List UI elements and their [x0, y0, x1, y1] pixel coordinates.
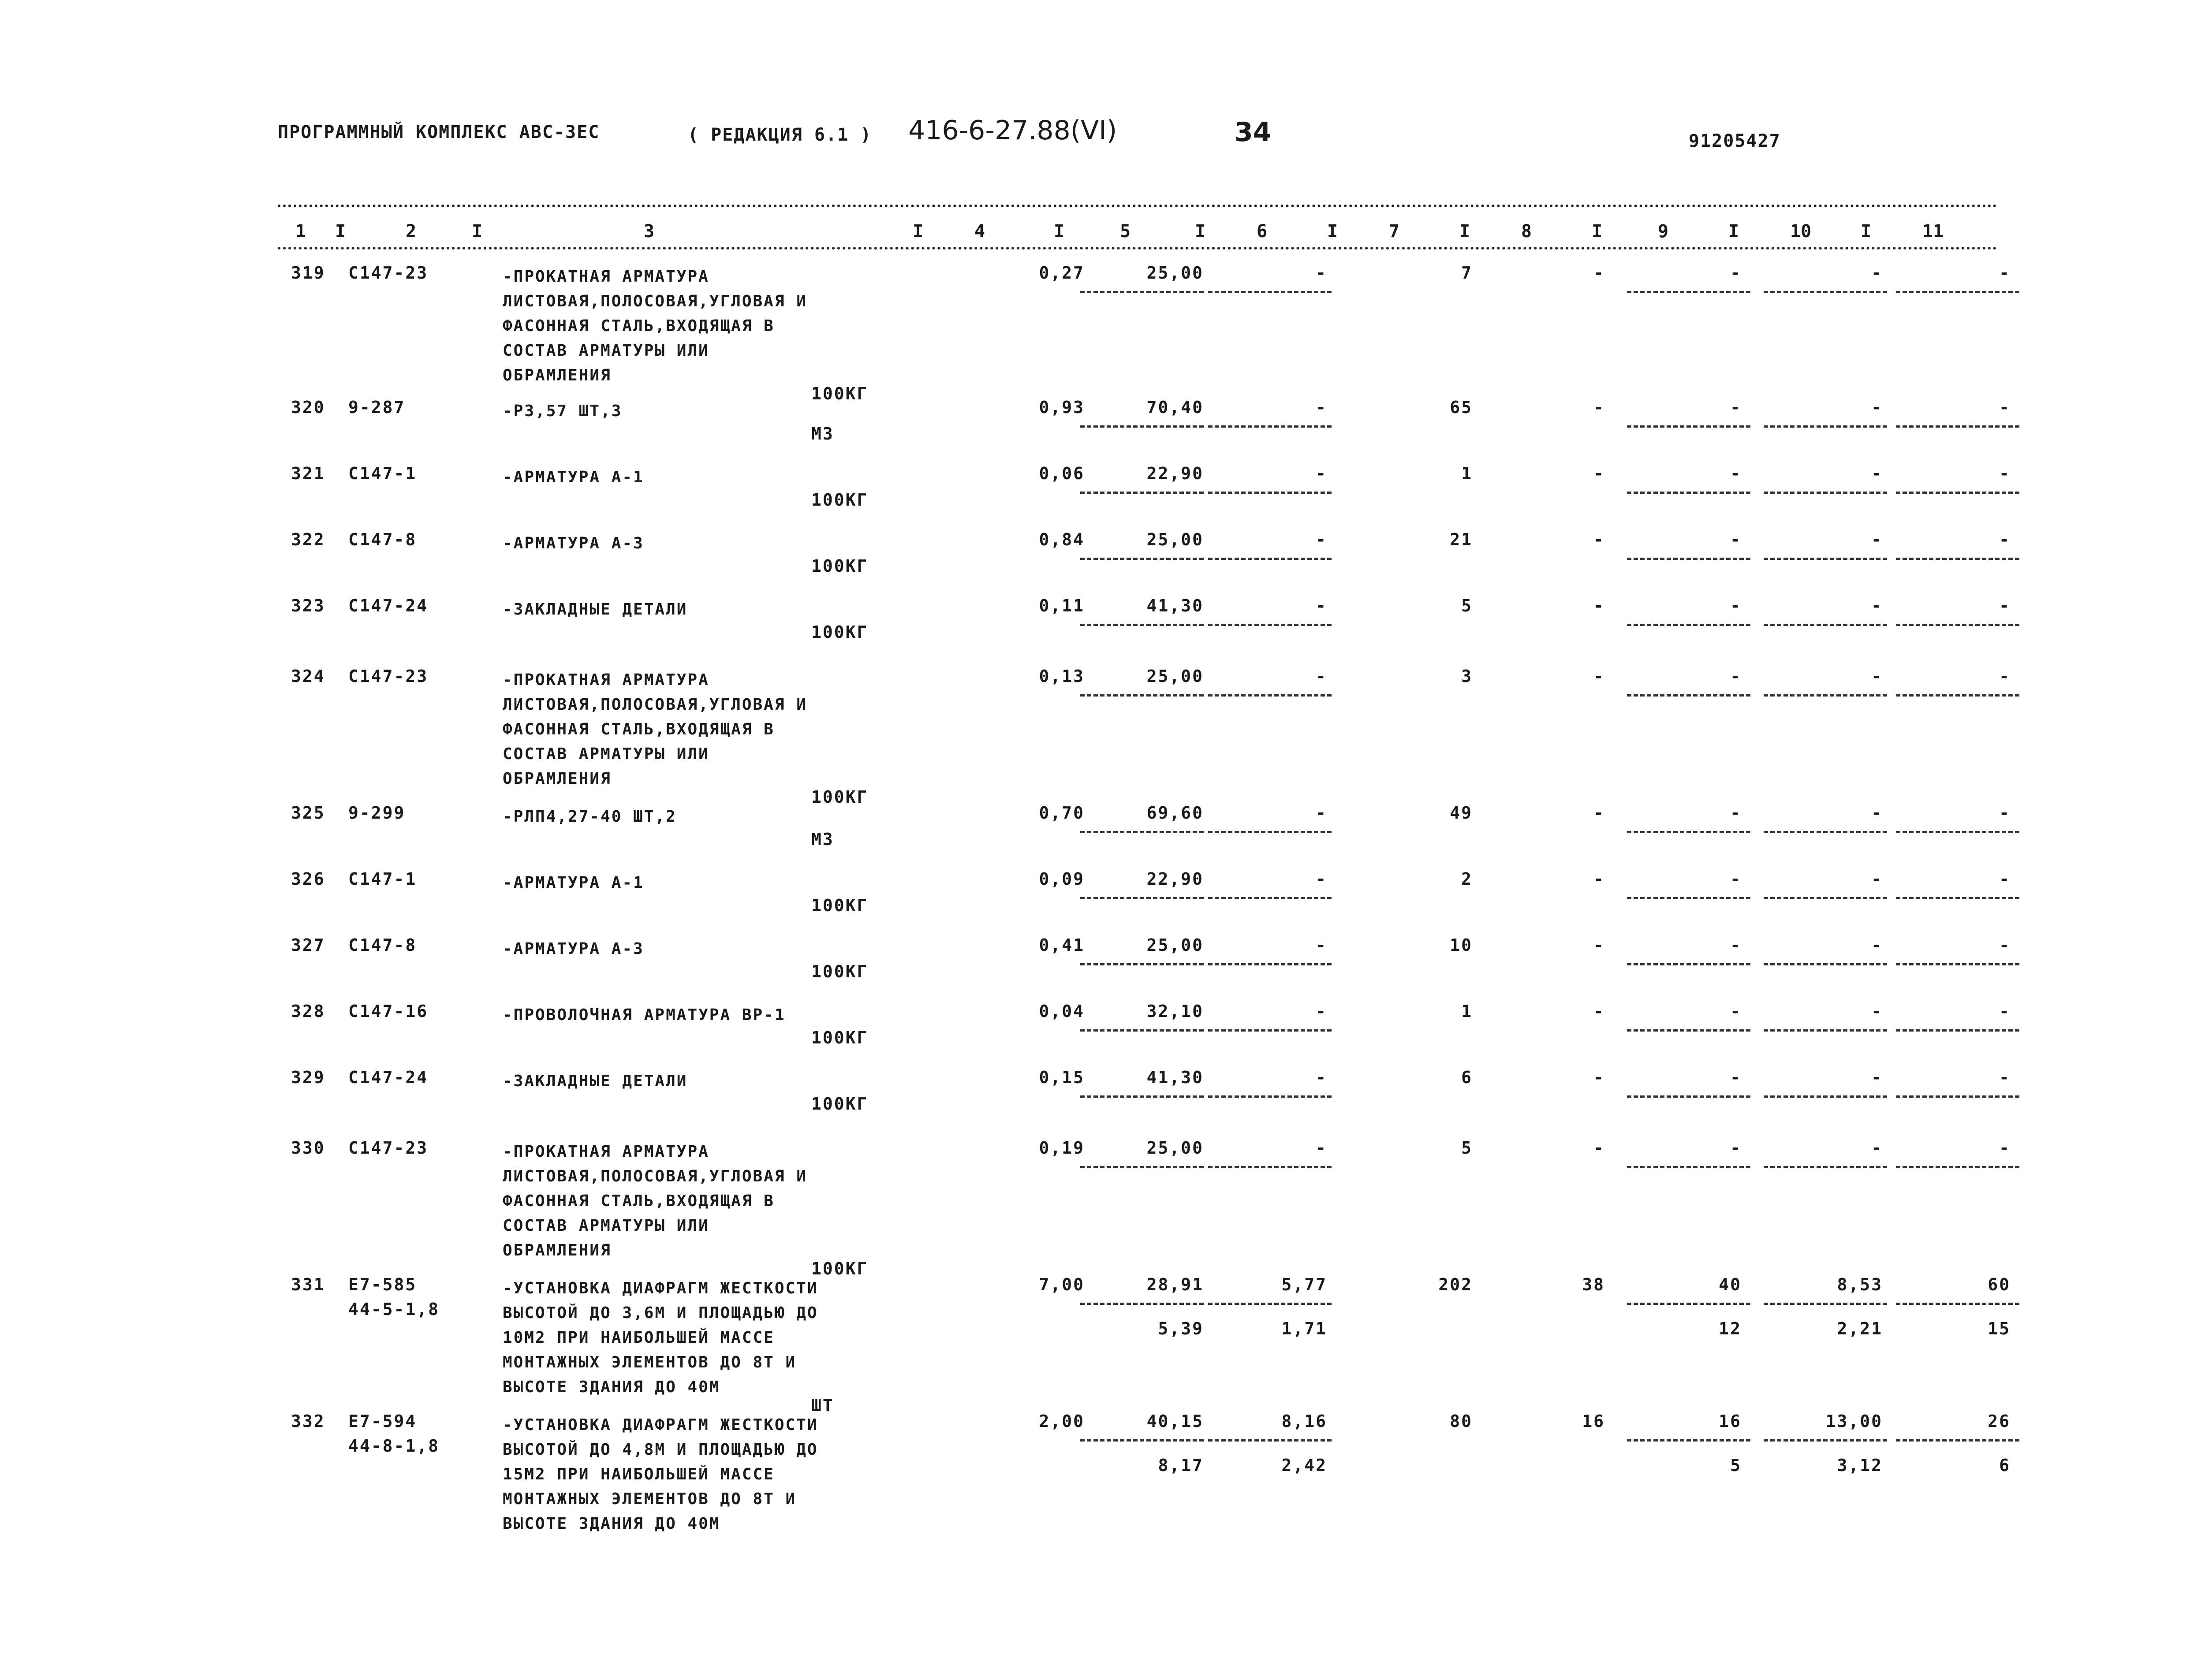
row-c11: 60	[1988, 1275, 2011, 1294]
row-c4: 0,09	[1039, 869, 1085, 889]
row-description-line: -РЛП4,27-40 ШТ,2	[503, 808, 677, 826]
row-c9: -	[1730, 667, 1742, 686]
row-c9-secondary: 5	[1730, 1456, 1742, 1475]
row-c11: -	[1999, 530, 2011, 549]
cell-underline	[1627, 1166, 1750, 1168]
cell-underline	[1627, 624, 1750, 626]
row-description-line: -АРМАТУРА А-3	[503, 534, 644, 552]
column-header: 5	[1120, 221, 1131, 242]
row-c11: -	[1999, 263, 2011, 283]
row-c5: 41,30	[1146, 1068, 1204, 1087]
cell-underline	[1080, 492, 1204, 494]
row-c6: -	[1316, 667, 1327, 686]
cell-underline	[1764, 1439, 1887, 1442]
row-c10-secondary: 3,12	[1837, 1456, 1883, 1475]
row-code: 9-299	[348, 803, 406, 823]
cell-underline	[1080, 1029, 1204, 1032]
cell-underline	[1208, 831, 1332, 833]
row-c8: -	[1593, 1068, 1605, 1087]
row-description-line: ФАСОННАЯ СТАЛЬ,ВХОДЯЩАЯ В	[503, 317, 775, 335]
cell-underline	[1080, 831, 1204, 833]
row-c11: -	[1999, 1138, 2011, 1158]
row-description-line: ВЫСОТЕ ЗДАНИЯ ДО 40М	[503, 1378, 720, 1396]
cell-underline	[1764, 558, 1887, 560]
row-c5: 22,90	[1146, 464, 1204, 483]
row-c4: 0,11	[1039, 596, 1085, 615]
row-c10: -	[1871, 1138, 1883, 1158]
row-unit: 100КГ	[811, 1028, 869, 1047]
cell-underline	[1080, 624, 1204, 626]
row-c5: 70,40	[1146, 398, 1204, 417]
row-c11: -	[1999, 667, 2011, 686]
cell-underline	[1627, 291, 1750, 293]
row-c9: -	[1730, 1002, 1742, 1021]
row-c8: -	[1593, 464, 1605, 483]
row-number: 332	[291, 1412, 325, 1431]
row-c4: 0,04	[1039, 1002, 1085, 1021]
row-number: 321	[291, 464, 325, 483]
row-number: 330	[291, 1138, 325, 1158]
cell-underline	[1764, 425, 1887, 428]
row-code: Е7-585	[348, 1275, 417, 1294]
row-c9: -	[1730, 1138, 1742, 1158]
cell-underline	[1764, 897, 1887, 899]
row-c6: -	[1316, 464, 1327, 483]
row-number: 320	[291, 398, 325, 417]
row-description-line: -АРМАТУРА А-1	[503, 874, 644, 892]
row-c11: -	[1999, 803, 2011, 823]
row-description-line: ФАСОННАЯ СТАЛЬ,ВХОДЯЩАЯ В	[503, 720, 775, 738]
row-c5: 32,10	[1146, 1002, 1204, 1021]
row-unit: М3	[811, 830, 834, 849]
row-description-line: ЛИСТОВАЯ,ПОЛОСОВАЯ,УГЛОВАЯ И	[503, 1167, 807, 1185]
row-code: С147-16	[348, 1002, 429, 1021]
row-c10: -	[1871, 596, 1883, 615]
row-c4: 0,13	[1039, 667, 1085, 686]
row-c9: 40	[1719, 1275, 1742, 1294]
row-description-line: -ЗАКЛАДНЫЕ ДЕТАЛИ	[503, 1072, 688, 1090]
row-c6: -	[1316, 869, 1327, 889]
row-c8: -	[1593, 596, 1605, 615]
row-number: 326	[291, 869, 325, 889]
row-code: С147-1	[348, 869, 417, 889]
cell-underline	[1208, 425, 1332, 428]
row-c9: -	[1730, 596, 1742, 615]
column-header: 10	[1790, 221, 1812, 242]
row-c11: -	[1999, 935, 2011, 955]
cell-underline	[1896, 963, 2019, 965]
row-c4: 2,00	[1039, 1412, 1085, 1431]
cell-underline	[1764, 831, 1887, 833]
row-description-line: -ПРОКАТНАЯ АРМАТУРА	[503, 1143, 709, 1161]
cell-underline	[1627, 425, 1750, 428]
row-c4: 0,41	[1039, 935, 1085, 955]
row-description-line: 10М2 ПРИ НАИБОЛЬШЕЙ МАССЕ	[503, 1329, 775, 1347]
row-c5: 41,30	[1146, 596, 1204, 615]
row-unit: 100КГ	[811, 1259, 869, 1278]
row-description-line: МОНТАЖНЫХ ЭЛЕМЕНТОВ ДО 8Т И	[503, 1490, 797, 1508]
row-c5: 22,90	[1146, 869, 1204, 889]
row-c6-secondary: 2,42	[1281, 1456, 1327, 1475]
row-c9: -	[1730, 398, 1742, 417]
row-description-line: ВЫСОТОЙ ДО 3,6М И ПЛОЩАДЬЮ ДО	[503, 1304, 818, 1322]
cell-underline	[1080, 425, 1204, 428]
row-c4: 0,70	[1039, 803, 1085, 823]
row-c11: -	[1999, 1002, 2011, 1021]
column-separator: I	[335, 221, 346, 242]
edition-label: ( РЕДАКЦИЯ 6.1 )	[688, 125, 872, 145]
row-c7: 7	[1461, 263, 1473, 283]
row-c8: -	[1593, 667, 1605, 686]
row-c11: -	[1999, 869, 2011, 889]
cell-underline	[1208, 1166, 1332, 1168]
cell-underline	[1896, 1095, 2019, 1098]
row-c7: 1	[1461, 1002, 1473, 1021]
column-separator: I	[1861, 221, 1872, 242]
cell-underline	[1764, 694, 1887, 697]
column-separator: I	[1195, 221, 1206, 242]
row-c7: 65	[1450, 398, 1473, 417]
row-c11: -	[1999, 1068, 2011, 1087]
row-c7: 3	[1461, 667, 1473, 686]
cell-underline	[1896, 831, 2019, 833]
row-c7: 80	[1450, 1412, 1473, 1431]
cell-underline	[1208, 291, 1332, 293]
cell-underline	[1208, 694, 1332, 697]
cell-underline	[1896, 291, 2019, 293]
row-code-secondary: 44-5-1,8	[348, 1300, 440, 1319]
row-code-secondary: 44-8-1,8	[348, 1436, 440, 1456]
row-c11: -	[1999, 464, 2011, 483]
column-separator: I	[1054, 221, 1065, 242]
cell-underline	[1764, 291, 1887, 293]
software-title: ПРОГРАММНЫЙ КОМПЛЕКС АВС-3ЕС	[278, 122, 600, 142]
cell-underline	[1208, 492, 1332, 494]
row-c4: 0,19	[1039, 1138, 1085, 1158]
row-c11-secondary: 6	[1999, 1456, 2011, 1475]
row-c9: -	[1730, 935, 1742, 955]
row-c6: -	[1316, 803, 1327, 823]
row-c8: -	[1593, 1138, 1605, 1158]
row-description-line: ЛИСТОВАЯ,ПОЛОСОВАЯ,УГЛОВАЯ И	[503, 696, 807, 714]
row-c6: -	[1316, 530, 1327, 549]
row-c4: 0,93	[1039, 398, 1085, 417]
row-c10: 8,53	[1837, 1275, 1883, 1294]
row-c9: -	[1730, 263, 1742, 283]
row-c6: 5,77	[1281, 1275, 1327, 1294]
cell-underline	[1208, 558, 1332, 560]
cell-underline	[1896, 1029, 2019, 1032]
cell-underline	[1764, 492, 1887, 494]
row-c8: -	[1593, 935, 1605, 955]
row-description-line: -УСТАНОВКА ДИАФРАГМ ЖЕСТКОСТИ	[503, 1279, 818, 1297]
row-c7: 2	[1461, 869, 1473, 889]
row-c5: 25,00	[1146, 530, 1204, 549]
row-c4: 0,84	[1039, 530, 1085, 549]
row-code: С147-24	[348, 596, 429, 615]
row-c7: 5	[1461, 596, 1473, 615]
row-number: 319	[291, 263, 325, 283]
row-c8: -	[1593, 803, 1605, 823]
row-unit: 100КГ	[811, 622, 869, 642]
row-description-line: -АРМАТУРА А-1	[503, 468, 644, 486]
row-unit: 100КГ	[811, 787, 869, 807]
row-number: 329	[291, 1068, 325, 1087]
column-separator: I	[1459, 221, 1470, 242]
column-header: 11	[1922, 221, 1944, 242]
cell-underline	[1896, 624, 2019, 626]
cell-underline	[1627, 831, 1750, 833]
column-header: 7	[1389, 221, 1400, 242]
row-code: С147-23	[348, 667, 429, 686]
row-c9: -	[1730, 464, 1742, 483]
table-header-rule	[278, 247, 1997, 250]
cell-underline	[1080, 1166, 1204, 1168]
row-description-line: ВЫСОТОЙ ДО 4,8М И ПЛОЩАДЬЮ ДО	[503, 1441, 818, 1459]
cell-underline	[1208, 624, 1332, 626]
cell-underline	[1080, 558, 1204, 560]
row-c8: -	[1593, 1002, 1605, 1021]
cell-underline	[1764, 1303, 1887, 1305]
cell-underline	[1627, 492, 1750, 494]
row-c4: 7,00	[1039, 1275, 1085, 1294]
row-c10-secondary: 2,21	[1837, 1319, 1883, 1338]
column-header: 3	[644, 221, 655, 242]
row-c9: -	[1730, 1068, 1742, 1087]
cell-underline	[1080, 291, 1204, 293]
row-c8: -	[1593, 263, 1605, 283]
column-separator: I	[1592, 221, 1603, 242]
row-c5: 28,91	[1146, 1275, 1204, 1294]
cell-underline	[1208, 897, 1332, 899]
cell-underline	[1080, 1303, 1204, 1305]
row-c10: -	[1871, 398, 1883, 417]
column-header: 2	[406, 221, 417, 242]
cell-underline	[1896, 425, 2019, 428]
cell-underline	[1208, 1303, 1332, 1305]
cell-underline	[1627, 694, 1750, 697]
column-header: 1	[295, 221, 306, 242]
column-header: 9	[1658, 221, 1669, 242]
row-c5: 25,00	[1146, 667, 1204, 686]
column-separator: I	[1728, 221, 1739, 242]
row-c10: -	[1871, 803, 1883, 823]
row-c11: -	[1999, 596, 2011, 615]
row-c7: 49	[1450, 803, 1473, 823]
cell-underline	[1080, 963, 1204, 965]
row-number: 324	[291, 667, 325, 686]
row-c4: 0,27	[1039, 263, 1085, 283]
row-description-line: ЛИСТОВАЯ,ПОЛОСОВАЯ,УГЛОВАЯ И	[503, 292, 807, 310]
row-c10: -	[1871, 263, 1883, 283]
row-c9-secondary: 12	[1719, 1319, 1742, 1338]
cell-underline	[1627, 1303, 1750, 1305]
row-description-line: СОСТАВ АРМАТУРЫ ИЛИ	[503, 745, 709, 763]
row-code: С147-23	[348, 1138, 429, 1158]
row-number: 325	[291, 803, 325, 823]
row-c7: 5	[1461, 1138, 1473, 1158]
row-description-line: ФАСОННАЯ СТАЛЬ,ВХОДЯЩАЯ В	[503, 1192, 775, 1210]
row-c7: 10	[1450, 935, 1473, 955]
row-code: С147-8	[348, 935, 417, 955]
row-c6: -	[1316, 596, 1327, 615]
row-code: 9-287	[348, 398, 406, 417]
cell-underline	[1080, 1095, 1204, 1098]
row-c6: -	[1316, 1138, 1327, 1158]
row-c8: -	[1593, 869, 1605, 889]
row-c11: -	[1999, 398, 2011, 417]
row-c10: -	[1871, 1068, 1883, 1087]
cell-underline	[1627, 1439, 1750, 1442]
cell-underline	[1896, 1166, 2019, 1168]
row-c6-secondary: 1,71	[1281, 1319, 1327, 1338]
cell-underline	[1627, 963, 1750, 965]
row-description-line: -ПРОКАТНАЯ АРМАТУРА	[503, 671, 709, 689]
row-code: С147-1	[348, 464, 417, 483]
cell-underline	[1080, 694, 1204, 697]
row-c7: 6	[1461, 1068, 1473, 1087]
row-number: 322	[291, 530, 325, 549]
row-unit: 100КГ	[811, 490, 869, 510]
page-number: 34	[1235, 117, 1272, 148]
doc-code: 416-6-27.88(VI)	[908, 115, 1117, 146]
column-separator: I	[472, 221, 483, 242]
row-c6: -	[1316, 263, 1327, 283]
row-c10: -	[1871, 530, 1883, 549]
row-description-line: ОБРАМЛЕНИЯ	[503, 1241, 612, 1259]
row-c4: 0,15	[1039, 1068, 1085, 1087]
cell-underline	[1764, 624, 1887, 626]
row-description-line: СОСТАВ АРМАТУРЫ ИЛИ	[503, 1217, 709, 1235]
cell-underline	[1896, 558, 2019, 560]
column-separator: I	[1327, 221, 1338, 242]
row-c8: 38	[1582, 1275, 1605, 1294]
row-c7: 21	[1450, 530, 1473, 549]
row-c8: -	[1593, 398, 1605, 417]
row-c6: -	[1316, 398, 1327, 417]
row-code: Е7-594	[348, 1412, 417, 1431]
row-c7: 1	[1461, 464, 1473, 483]
cell-underline	[1896, 1439, 2019, 1442]
row-unit: М3	[811, 424, 834, 443]
row-description-line: -ЗАКЛАДНЫЕ ДЕТАЛИ	[503, 600, 688, 618]
cell-underline	[1896, 492, 2019, 494]
row-description-line: -Р3,57 ШТ,3	[503, 402, 623, 420]
cell-underline	[1627, 558, 1750, 560]
row-description-line: -ПРОКАТНАЯ АРМАТУРА	[503, 268, 709, 286]
cell-underline	[1208, 1029, 1332, 1032]
row-description-line: СОСТАВ АРМАТУРЫ ИЛИ	[503, 342, 709, 360]
row-c10: -	[1871, 1002, 1883, 1021]
cell-underline	[1896, 1303, 2019, 1305]
cell-underline	[1208, 1439, 1332, 1442]
row-description-line: -АРМАТУРА А-3	[503, 940, 644, 958]
row-c10: -	[1871, 935, 1883, 955]
row-unit: 100КГ	[811, 962, 869, 981]
row-description-line: ОБРАМЛЕНИЯ	[503, 366, 612, 384]
row-description-line: ОБРАМЛЕНИЯ	[503, 770, 612, 788]
row-unit: 100КГ	[811, 1094, 869, 1114]
doc-id: 91205427	[1689, 131, 1781, 151]
row-description-line: -ПРОВОЛОЧНАЯ АРМАТУРА ВР-1	[503, 1006, 786, 1024]
cell-underline	[1764, 1029, 1887, 1032]
cell-underline	[1764, 1166, 1887, 1168]
row-description-line: -УСТАНОВКА ДИАФРАГМ ЖЕСТКОСТИ	[503, 1416, 818, 1434]
cell-underline	[1896, 897, 2019, 899]
row-c9: -	[1730, 803, 1742, 823]
row-c5-secondary: 5,39	[1158, 1319, 1204, 1338]
row-c6: -	[1316, 935, 1327, 955]
row-c10: -	[1871, 464, 1883, 483]
row-c9: 16	[1719, 1412, 1742, 1431]
cell-underline	[1080, 897, 1204, 899]
row-c10: -	[1871, 667, 1883, 686]
cell-underline	[1627, 1095, 1750, 1098]
row-number: 323	[291, 596, 325, 615]
row-c5: 40,15	[1146, 1412, 1204, 1431]
row-c6: 8,16	[1281, 1412, 1327, 1431]
row-c5-secondary: 8,17	[1158, 1456, 1204, 1475]
cell-underline	[1627, 897, 1750, 899]
row-c11-secondary: 15	[1988, 1319, 2011, 1338]
cell-underline	[1080, 1439, 1204, 1442]
row-number: 327	[291, 935, 325, 955]
column-separator: I	[913, 221, 924, 242]
cell-underline	[1627, 1029, 1750, 1032]
row-c5: 69,60	[1146, 803, 1204, 823]
row-code: С147-8	[348, 530, 417, 549]
cell-underline	[1208, 963, 1332, 965]
row-c10: 13,00	[1825, 1412, 1883, 1431]
row-unit: 100КГ	[811, 384, 869, 403]
row-description-line: ВЫСОТЕ ЗДАНИЯ ДО 40М	[503, 1515, 720, 1533]
row-c6: -	[1316, 1068, 1327, 1087]
row-c5: 25,00	[1146, 1138, 1204, 1158]
column-header: 4	[974, 221, 985, 242]
column-header: 6	[1257, 221, 1268, 242]
row-c4: 0,06	[1039, 464, 1085, 483]
cell-underline	[1208, 1095, 1332, 1098]
cell-underline	[1764, 1095, 1887, 1098]
row-c6: -	[1316, 1002, 1327, 1021]
column-header: 8	[1521, 221, 1532, 242]
row-c5: 25,00	[1146, 263, 1204, 283]
table-top-rule	[278, 205, 1997, 207]
row-c5: 25,00	[1146, 935, 1204, 955]
row-c8: -	[1593, 530, 1605, 549]
row-c8: 16	[1582, 1412, 1605, 1431]
row-unit: ШТ	[811, 1396, 834, 1415]
cell-underline	[1896, 694, 2019, 697]
row-unit: 100КГ	[811, 896, 869, 915]
row-unit: 100КГ	[811, 556, 869, 576]
row-c7: 202	[1438, 1275, 1473, 1294]
row-description-line: 15М2 ПРИ НАИБОЛЬШЕЙ МАССЕ	[503, 1465, 775, 1483]
row-c9: -	[1730, 530, 1742, 549]
row-number: 328	[291, 1002, 325, 1021]
row-description-line: МОНТАЖНЫХ ЭЛЕМЕНТОВ ДО 8Т И	[503, 1353, 797, 1371]
row-code: С147-23	[348, 263, 429, 283]
row-c11: 26	[1988, 1412, 2011, 1431]
row-code: С147-24	[348, 1068, 429, 1087]
cell-underline	[1764, 963, 1887, 965]
row-c9: -	[1730, 869, 1742, 889]
row-c10: -	[1871, 869, 1883, 889]
row-number: 331	[291, 1275, 325, 1294]
